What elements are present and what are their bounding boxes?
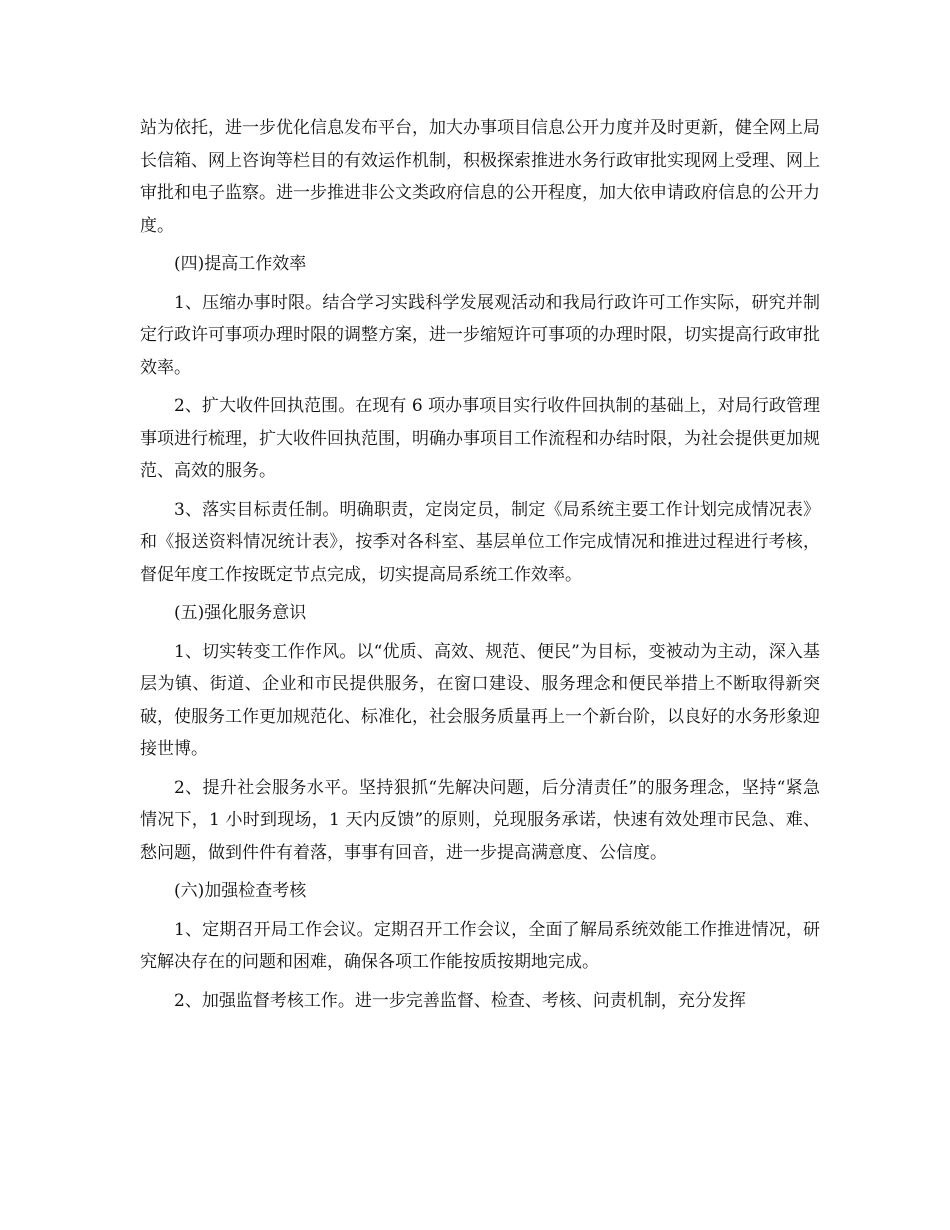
paragraph-5-2: 2、提升社会服务水平。坚持狠抓“先解决问题，后分清责任”的服务理念，坚持“紧急情况下，1 小时到现场，1 天内反馈”的原则，兑现服务承诺，快速有效处理市民急、难、愁问题，做到件件有着落，事事有回音，进一步提高满意度、公信度。 bbox=[140, 777, 820, 863]
paragraph-continuation: 站为依托，进一步优化信息发布平台，加大办事项目信息公开力度并及时更新，健全网上局长信箱、网上咨询等栏目的有效运作机制，积极探索推进水务行政审批实现网上受理、网上审批和电子监察。进一步推进非公文类政府信息的公开程度，加大依申请政府信息的公开力度。 bbox=[140, 118, 820, 236]
paragraph-4-1: 1、压缩办事时限。结合学习实践科学发展观活动和我局行政许可工作实际，研究并制定行政许可事项办理时限的调整方案，进一步缩短许可事项的办理时限，切实提高行政审批效率。 bbox=[140, 292, 820, 378]
paragraph-4-3: 3、落实目标责任制。明确职责，定岗定员，制定《局系统主要工作计划完成情况表》和《报送资料情况统计表》，按季对各科室、基层单位工作完成情况和推进过程进行考核，督促年度工作按既定节点完成，切实提高局系统工作效率。 bbox=[140, 499, 820, 585]
paragraph-4-2: 2、扩大收件回执范围。在现有 6 项办事项目实行收件回执制的基础上，对局行政管理事项进行梳理，扩大收件回执范围，明确办事项目工作流程和办结时限，为社会提供更加规范、高效的服务。 bbox=[140, 396, 820, 481]
section-heading-5: (五)强化服务意识 bbox=[174, 603, 307, 623]
section-heading-4: (四)提高工作效率 bbox=[174, 254, 307, 274]
document-body bbox=[140, 112, 820, 1023]
paragraph-6-1: 1、定期召开局工作会议。定期召开工作会议，全面了解局系统效能工作推进情况，研究解决存在的问题和困难，确保各项工作能按质按期地完成。 bbox=[140, 919, 820, 972]
paragraph-5-1: 1、切实转变工作作风。以“优质、高效、规范、便民”为目标，变被动为主动，深入基层为镇、街道、企业和市民提供服务，在窗口建设、服务理念和便民举措上不断取得新突破，使服务工作更加规范化、标准化，社会服务质量再上一个新台阶，以良好的水务形象迎接世博。 bbox=[140, 641, 820, 759]
paragraph-6-2: 2、加强监督考核工作。进一步完善监督、检查、考核、问责机制，充分发挥 bbox=[174, 990, 746, 1011]
section-heading-6: (六)加强检查考核 bbox=[174, 881, 307, 901]
